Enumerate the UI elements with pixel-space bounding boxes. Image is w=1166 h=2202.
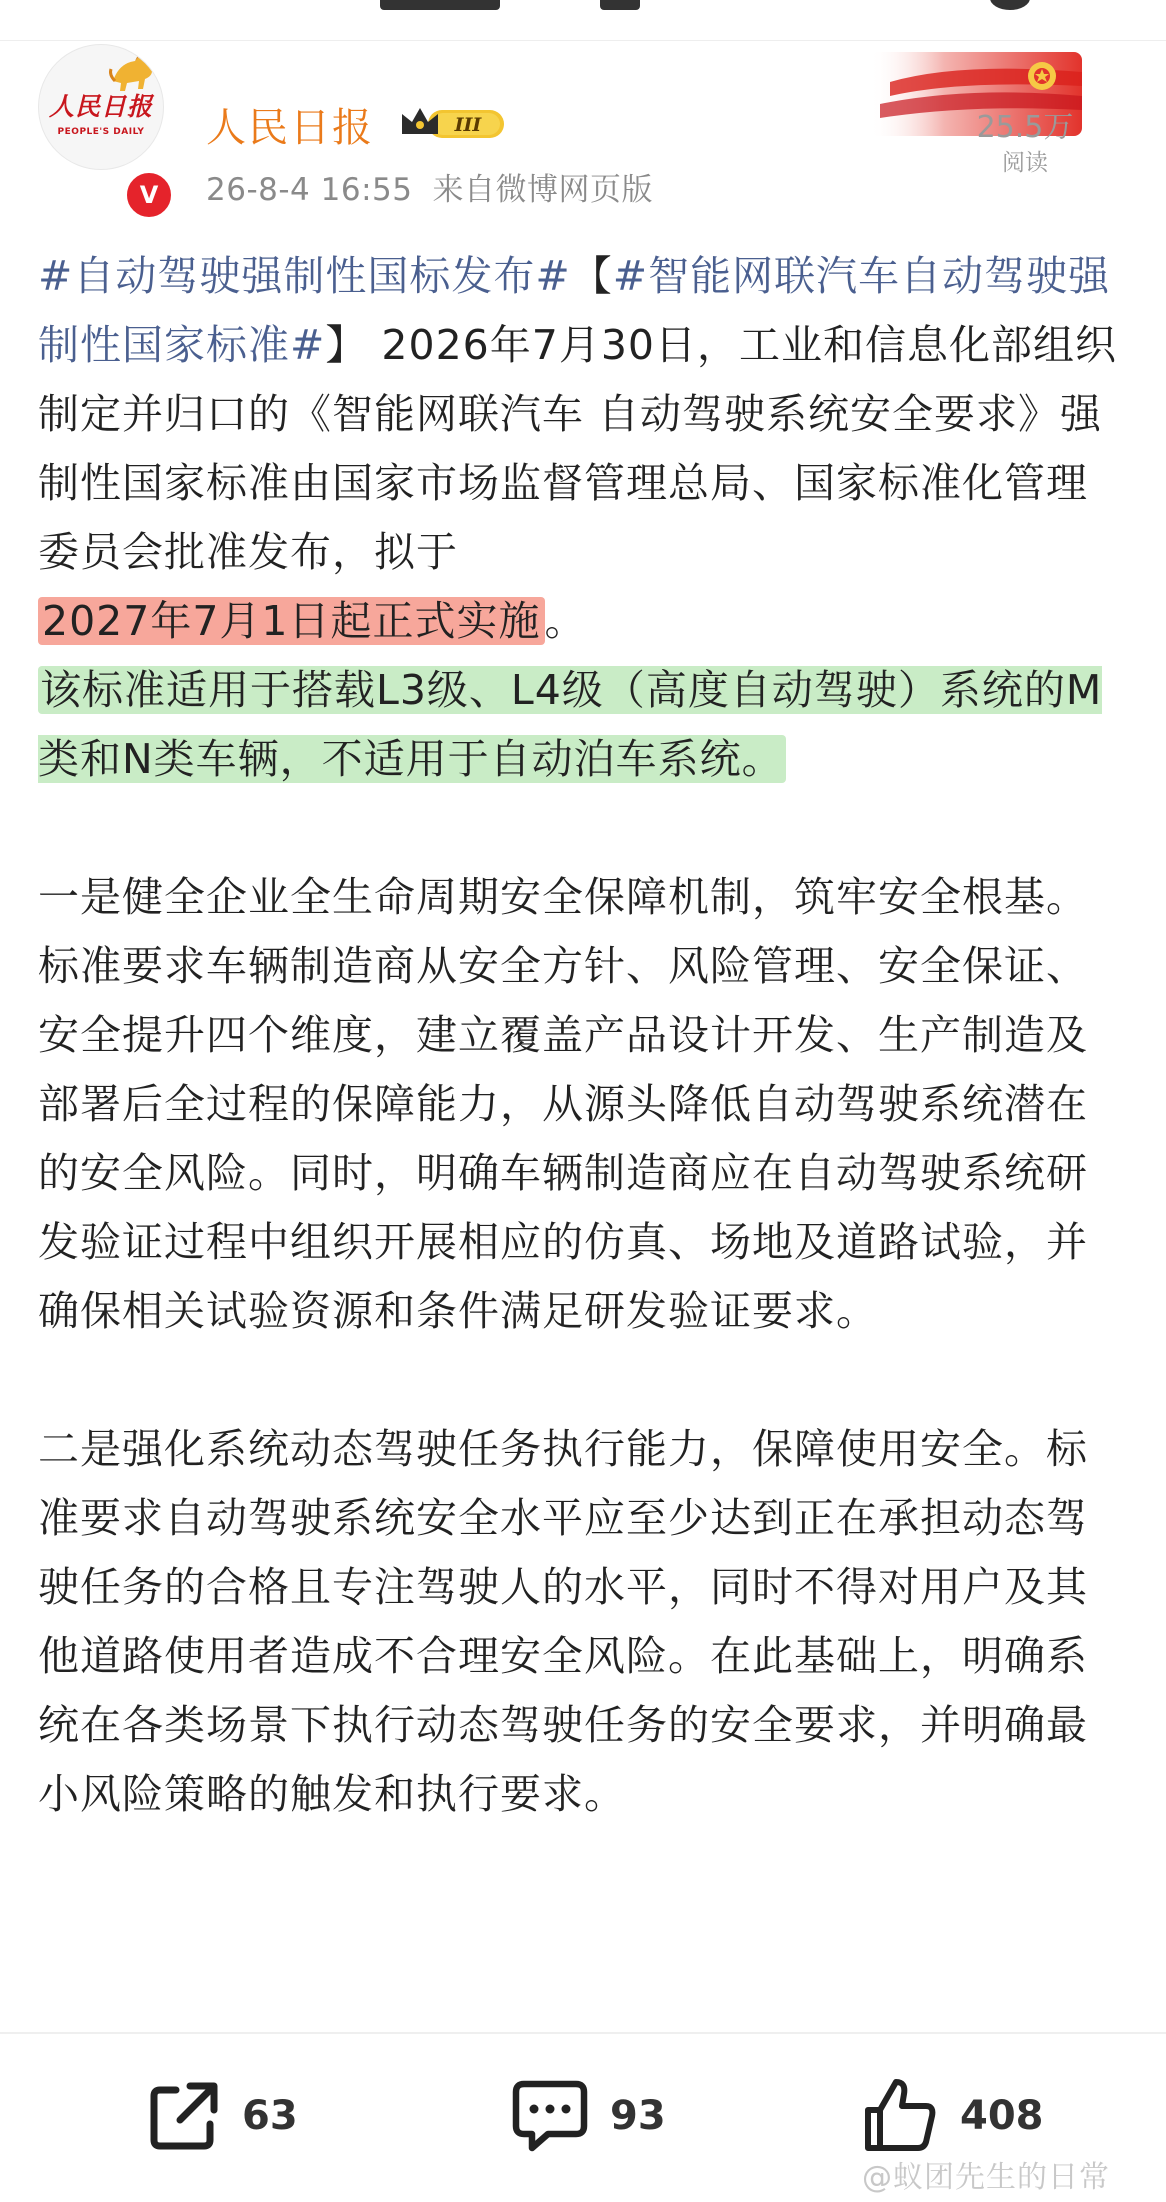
post-intro-paragraph [38,242,1128,794]
crown-rank-icon [398,104,510,144]
read-count: 25.5万 [976,110,1074,145]
top-status-bar [0,0,1166,41]
like-icon [860,2076,940,2156]
rank-label: III [454,114,482,136]
avatar-logo-text: 人民日报 [49,92,154,121]
intro-text: 2026年7月30日，工业和信息化部组织制定并归口的《智能网联汽车 自动驾驶系统安全要求》强制性国家标准由国家市场监督管理总局、国家标准化管理委员会批准发布，拟于 [38,321,1118,576]
like-button[interactable] [860,2074,1044,2158]
comment-button[interactable] [510,2074,666,2158]
share-button[interactable] [146,2074,298,2158]
paragraph-gap [38,1346,1128,1415]
comment-icon [510,2076,590,2156]
share-icon [146,2078,222,2154]
like-count: 408 [960,2093,1044,2139]
paragraph-gap [38,794,1128,863]
bracket-open: 【 [570,252,613,300]
hashtag-link[interactable]: #智能网联汽车自动驾驶强制性国家标准# [38,252,1111,369]
comment-count: 93 [610,2093,666,2139]
top-cutoff-fragment [380,0,500,10]
top-cutoff-fragment [600,0,640,10]
read-label: 阅读 [1002,150,1048,176]
watermark: @蚁团先生的日常 [862,2160,1110,2195]
post-meta [206,164,673,209]
verified-v-icon: V [124,170,174,220]
highlight-scope-text: 该标准适用于搭载L3级、L4级（高度自动驾驶）系统的M类和N类车辆，不适用于自动泊车系统。 [38,666,1103,783]
top-cutoff-fragment [990,0,1030,10]
hashtag-link[interactable]: #自动驾驶强制性国标发布# [38,252,571,300]
post-timestamp: 26-8-4 16:55 [206,172,413,208]
author-name[interactable]: 人民日报 [206,105,374,151]
action-bar [0,2074,1166,2158]
post-source[interactable]: 来自微博网页版 [432,172,653,208]
period: 。 [544,597,587,645]
post-content [38,242,1128,1829]
avatar-logo-english: PEOPLE'S DAILY [57,127,145,137]
share-count: 63 [242,2093,298,2139]
read-count-block [950,102,1100,177]
bracket-close: 】 [325,321,368,369]
highlight-effective-date: 2027年7月1日起正式实施 [38,597,545,645]
post-paragraph-1: 一是健全企业全生命周期安全保障机制，筑牢安全根基。标准要求车辆制造商从安全方针、风险管理、安全保证、安全提升四个维度，建立覆盖产品设计开发、生产制造及部署后全过程的保障能力，从源头降低自动驾驶系统潜在的安全风险。同时，明确车辆制造商应在自动驾驶系统研发验证过程中组织开展相应的仿真、场地及道路试验，并确保相关试验资源和条件满足研发验证要求。 [38,873,1088,1335]
post-paragraph-2: 二是强化系统动态驾驶任务执行能力，保障使用安全。标准要求自动驾驶系统安全水平应至少达到正在承担动态驾驶任务的合格且专注驾驶人的水平，同时不得对用户及其他道路使用者造成不合理安全风险。在此基础上，明确系统在各类场景下执行动态驾驶任务的安全要求，并明确最小风险策略的触发和执行要求。 [38,1425,1088,1818]
action-divider [0,2032,1166,2034]
avatar[interactable] [38,44,164,170]
